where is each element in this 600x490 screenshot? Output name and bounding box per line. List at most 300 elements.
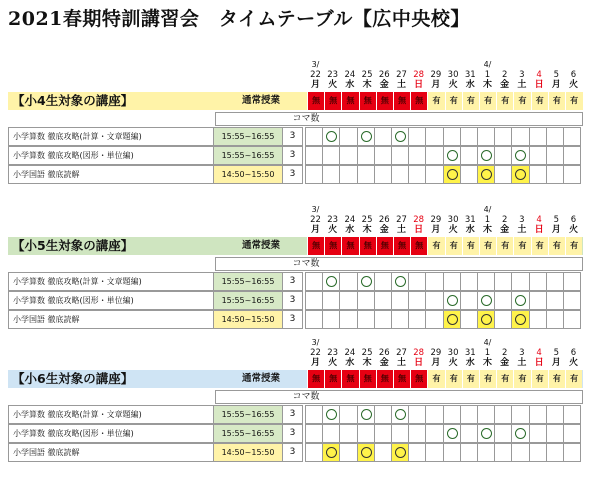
date-column-header <box>548 205 565 235</box>
date-column-header <box>479 60 496 90</box>
regular-class-status-cell: 無 <box>341 237 358 255</box>
schedule-cell <box>357 291 375 310</box>
date-column-header <box>479 338 496 368</box>
date-month <box>376 205 393 215</box>
date-column-header <box>393 338 410 368</box>
date-day: 5 <box>553 70 559 80</box>
date-month <box>462 205 479 215</box>
session-mark-icon <box>395 447 406 458</box>
regular-class-status-cell: 有 <box>531 370 548 388</box>
schedule-cell <box>339 127 357 146</box>
schedule-cell <box>511 127 529 146</box>
schedule-cell <box>494 443 512 462</box>
date-column-header <box>324 338 341 368</box>
date-month <box>359 60 376 70</box>
date-column-header <box>376 338 393 368</box>
schedule-cell <box>391 127 409 146</box>
schedule-cell <box>357 272 375 291</box>
regular-class-status-cell: 有 <box>462 370 479 388</box>
schedule-cell <box>529 291 547 310</box>
session-mark-icon <box>447 150 458 161</box>
date-day: 2 <box>501 348 508 358</box>
date-day: 1 <box>484 215 491 225</box>
date-month <box>324 60 341 70</box>
date-weekday: 金 <box>379 358 389 368</box>
schedule-cell <box>460 424 478 443</box>
course-row <box>0 291 575 310</box>
regular-class-status-cell: 無 <box>410 237 427 255</box>
date-month <box>565 60 582 70</box>
schedule-cell <box>305 310 323 329</box>
normal-class-label: 通常授業 <box>241 95 280 106</box>
date-column-header <box>393 60 410 90</box>
session-mark-icon <box>481 428 492 439</box>
session-mark-icon <box>326 409 337 420</box>
schedule-cell <box>374 443 392 462</box>
schedule-cell <box>391 291 409 310</box>
schedule-cell <box>425 127 443 146</box>
schedule-cell <box>305 127 323 146</box>
schedule-cell <box>408 405 426 424</box>
date-day: 5 <box>553 348 559 358</box>
section-band <box>8 370 583 388</box>
schedule-cell <box>408 424 426 443</box>
regular-class-status-cell: 無 <box>307 370 324 388</box>
course-time: 15:55~16:55 <box>213 291 283 310</box>
schedule-cell <box>305 272 323 291</box>
session-mark-icon <box>481 169 492 180</box>
schedule-cell <box>546 310 564 329</box>
date-column-header <box>445 60 462 90</box>
date-weekday: 火 <box>568 358 578 368</box>
session-mark-icon <box>447 428 458 439</box>
date-month <box>359 338 376 348</box>
schedule-cell <box>305 405 323 424</box>
date-day: 29 <box>430 70 442 80</box>
date-day: 30 <box>447 70 459 80</box>
regular-class-status-cell: 有 <box>427 92 444 110</box>
session-mark-icon <box>447 295 458 306</box>
section-title: 【小6生対象の講座】 <box>12 371 134 386</box>
course-time: 15:55~16:55 <box>213 146 283 165</box>
schedule-cell <box>391 146 409 165</box>
schedule-cell <box>563 443 581 462</box>
date-weekday: 木 <box>482 80 492 90</box>
schedule-cell <box>374 127 392 146</box>
date-weekday: 火 <box>568 225 578 235</box>
date-column-header <box>341 205 358 235</box>
date-day: 23 <box>327 348 339 358</box>
regular-class-status-cell: 有 <box>479 370 496 388</box>
schedule-cell <box>374 165 392 184</box>
date-month <box>341 205 358 215</box>
session-mark-icon <box>515 169 526 180</box>
schedule-cell <box>425 272 443 291</box>
date-month <box>445 60 462 70</box>
date-weekday: 土 <box>517 358 527 368</box>
date-month <box>496 338 513 348</box>
date-month <box>410 205 427 215</box>
course-session-count: 3 <box>282 165 303 184</box>
date-day: 28 <box>413 348 425 358</box>
date-column-header <box>462 205 479 235</box>
date-day: 23 <box>327 70 339 80</box>
regular-class-status-cell: 有 <box>479 237 496 255</box>
session-count-header <box>215 390 583 404</box>
schedule-cell <box>494 405 512 424</box>
regular-class-status-cell: 有 <box>548 237 565 255</box>
course-name: 小学算数 徹底攻略(計算・文章題編) <box>8 272 214 291</box>
date-month: 4/ <box>483 205 492 214</box>
regular-class-status-cell: 無 <box>359 237 376 255</box>
schedule-cell <box>305 424 323 443</box>
session-mark-icon <box>395 131 406 142</box>
schedule-cell <box>546 165 564 184</box>
date-month <box>427 205 444 215</box>
schedule-cell <box>339 424 357 443</box>
regular-class-status-cell: 有 <box>462 92 479 110</box>
course-name: 小学算数 徹底攻略(計算・文章題編) <box>8 405 214 424</box>
date-column-header <box>307 60 324 90</box>
schedule-cell <box>391 405 409 424</box>
date-day: 1 <box>484 70 491 80</box>
date-month: 3/ <box>311 60 320 69</box>
schedule-cell <box>511 272 529 291</box>
schedule-cell <box>477 272 495 291</box>
course-row <box>0 165 575 184</box>
schedule-cell <box>357 405 375 424</box>
schedule-cell <box>511 443 529 462</box>
schedule-cell <box>477 127 495 146</box>
course-name: 小学算数 徹底攻略(図形・単位編) <box>8 424 214 443</box>
section-band <box>8 92 583 110</box>
date-month: 4/ <box>483 60 492 69</box>
date-month <box>410 60 427 70</box>
date-weekday: 金 <box>500 358 510 368</box>
schedule-cell <box>443 310 461 329</box>
course-time: 14:50~15:50 <box>213 443 283 462</box>
date-weekday: 木 <box>362 225 372 235</box>
schedule-cell <box>357 146 375 165</box>
schedule-cell <box>563 127 581 146</box>
schedule-cell <box>494 310 512 329</box>
date-weekday: 火 <box>328 358 338 368</box>
course-row <box>0 424 575 443</box>
schedule-cell <box>563 291 581 310</box>
timetable-section <box>0 60 600 208</box>
date-column-header <box>445 205 462 235</box>
schedule-cell <box>460 310 478 329</box>
page-title: 2021春期特訓講習会 タイムテーブル【広中央校】 <box>8 8 470 30</box>
schedule-cell <box>374 272 392 291</box>
schedule-cell <box>529 127 547 146</box>
date-month <box>462 338 479 348</box>
date-day: 31 <box>464 215 476 225</box>
date-weekday: 月 <box>310 225 320 235</box>
date-weekday: 日 <box>534 225 544 235</box>
schedule-cell <box>322 443 340 462</box>
date-column-header <box>462 60 479 90</box>
section-title: 【小4生対象の講座】 <box>12 93 134 108</box>
date-weekday: 日 <box>414 80 424 90</box>
date-day: 27 <box>396 215 407 225</box>
date-month <box>531 60 548 70</box>
schedule-cell <box>357 310 375 329</box>
schedule-cell <box>494 272 512 291</box>
date-day: 1 <box>484 348 491 358</box>
date-day: 22 <box>310 215 321 225</box>
course-time: 15:55~16:55 <box>213 424 283 443</box>
schedule-cell <box>322 424 340 443</box>
course-session-count: 3 <box>282 146 303 165</box>
schedule-cell <box>460 272 478 291</box>
schedule-cell <box>391 424 409 443</box>
date-month <box>324 205 341 215</box>
schedule-cell <box>305 146 323 165</box>
date-month <box>341 338 358 348</box>
date-column-header <box>393 205 410 235</box>
date-column-header <box>462 338 479 368</box>
course-row <box>0 146 575 165</box>
normal-class-label: 通常授業 <box>241 240 280 251</box>
schedule-cell <box>339 405 357 424</box>
regular-class-status-cell: 有 <box>513 237 530 255</box>
date-month <box>427 60 444 70</box>
regular-class-status-cell: 有 <box>496 370 513 388</box>
date-column-header <box>565 60 582 90</box>
date-column-header <box>548 60 565 90</box>
date-column-header <box>513 338 530 368</box>
date-weekday: 金 <box>379 80 389 90</box>
schedule-cell <box>529 165 547 184</box>
schedule-cell <box>460 165 478 184</box>
date-day: 3 <box>519 215 525 225</box>
date-column-header <box>513 205 530 235</box>
schedule-cell <box>477 443 495 462</box>
course-name: 小学国語 徹底読解 <box>8 165 214 184</box>
date-day: 4 <box>536 70 542 80</box>
date-month <box>548 60 565 70</box>
course-session-count: 3 <box>282 310 303 329</box>
date-day: 24 <box>344 70 356 80</box>
schedule-cell <box>443 127 461 146</box>
schedule-cell <box>511 405 529 424</box>
schedule-cell <box>460 146 478 165</box>
date-column-header <box>565 338 582 368</box>
date-month: 3/ <box>311 338 320 347</box>
date-column-header <box>410 338 427 368</box>
date-weekday: 水 <box>465 358 475 368</box>
date-day: 3 <box>519 348 525 358</box>
date-column-header <box>479 205 496 235</box>
regular-class-status-cell: 有 <box>427 370 444 388</box>
schedule-cell <box>425 310 443 329</box>
date-day: 25 <box>361 70 373 80</box>
date-weekday: 木 <box>362 80 372 90</box>
schedule-cell <box>322 165 340 184</box>
regular-class-status-cell: 有 <box>445 370 462 388</box>
date-month <box>445 338 462 348</box>
date-day: 28 <box>413 215 425 225</box>
schedule-cell <box>339 443 357 462</box>
date-weekday: 土 <box>517 80 527 90</box>
schedule-cell <box>339 165 357 184</box>
regular-class-status-cell: 無 <box>376 92 393 110</box>
date-day: 6 <box>570 70 577 80</box>
date-day: 4 <box>536 215 542 225</box>
date-column-header <box>427 60 444 90</box>
course-time: 15:55~16:55 <box>213 127 283 146</box>
date-month <box>548 338 565 348</box>
regular-class-status-cell: 有 <box>565 370 582 388</box>
course-time: 15:55~16:55 <box>213 405 283 424</box>
session-mark-icon <box>395 276 406 287</box>
schedule-cell <box>477 405 495 424</box>
schedule-cell <box>305 291 323 310</box>
schedule-cell <box>511 146 529 165</box>
date-day: 3 <box>519 70 525 80</box>
regular-class-status-cell: 無 <box>307 237 324 255</box>
schedule-cell <box>357 424 375 443</box>
regular-class-status-cell: 無 <box>324 92 341 110</box>
schedule-cell <box>477 165 495 184</box>
regular-class-status-cell: 有 <box>462 237 479 255</box>
schedule-cell <box>425 405 443 424</box>
date-day: 26 <box>378 348 390 358</box>
session-mark-icon <box>515 428 526 439</box>
regular-class-status-cell: 無 <box>393 370 410 388</box>
regular-class-status-cell: 有 <box>531 237 548 255</box>
course-name: 小学国語 徹底読解 <box>8 310 214 329</box>
schedule-cell <box>339 272 357 291</box>
date-column-header <box>341 338 358 368</box>
date-month <box>393 338 410 348</box>
date-month <box>513 60 530 70</box>
schedule-cell <box>477 310 495 329</box>
schedule-cell <box>546 146 564 165</box>
date-column-header <box>496 205 513 235</box>
date-column-header <box>427 338 444 368</box>
schedule-cell <box>425 146 443 165</box>
date-day: 6 <box>570 215 577 225</box>
session-mark-icon <box>395 409 406 420</box>
schedule-cell <box>443 165 461 184</box>
schedule-cell <box>443 291 461 310</box>
schedule-cell <box>563 424 581 443</box>
schedule-cell <box>305 443 323 462</box>
schedule-cell <box>408 146 426 165</box>
regular-class-status-cell: 有 <box>548 370 565 388</box>
session-mark-icon <box>361 131 372 142</box>
date-weekday: 月 <box>310 358 320 368</box>
session-count-label: コマ数 <box>292 259 320 269</box>
course-row <box>0 405 575 424</box>
schedule-cell <box>511 424 529 443</box>
date-day: 30 <box>447 215 459 225</box>
schedule-cell <box>511 291 529 310</box>
session-mark-icon <box>361 447 372 458</box>
date-column-header <box>531 60 548 90</box>
schedule-cell <box>494 127 512 146</box>
date-month <box>445 205 462 215</box>
date-column-header <box>359 205 376 235</box>
date-column-header <box>410 205 427 235</box>
schedule-cell <box>322 146 340 165</box>
schedule-cell <box>443 146 461 165</box>
session-mark-icon <box>447 169 458 180</box>
schedule-cell <box>305 165 323 184</box>
session-count-header <box>215 112 583 126</box>
date-month <box>496 205 513 215</box>
schedule-cell <box>529 146 547 165</box>
session-mark-icon <box>481 295 492 306</box>
schedule-cell <box>443 424 461 443</box>
date-month <box>513 205 530 215</box>
schedule-cell <box>339 291 357 310</box>
date-month <box>427 338 444 348</box>
date-column-header <box>376 60 393 90</box>
schedule-cell <box>391 443 409 462</box>
schedule-cell <box>408 127 426 146</box>
session-mark-icon <box>515 314 526 325</box>
date-month: 3/ <box>311 205 320 214</box>
date-month <box>565 338 582 348</box>
regular-class-status-cell: 有 <box>513 92 530 110</box>
date-day: 31 <box>464 348 476 358</box>
date-month <box>565 205 582 215</box>
schedule-cell <box>477 424 495 443</box>
date-month: 4/ <box>483 338 492 347</box>
date-weekday: 水 <box>345 358 355 368</box>
date-month <box>462 60 479 70</box>
date-column-header <box>565 205 582 235</box>
date-day: 22 <box>310 70 321 80</box>
schedule-cell <box>460 127 478 146</box>
schedule-cell <box>460 405 478 424</box>
schedule-cell <box>529 424 547 443</box>
course-row <box>0 127 575 146</box>
date-column-header <box>359 60 376 90</box>
date-day: 27 <box>396 348 407 358</box>
date-day: 25 <box>361 215 373 225</box>
regular-class-status-cell: 有 <box>445 237 462 255</box>
regular-class-status-cell: 有 <box>565 92 582 110</box>
session-mark-icon <box>481 314 492 325</box>
date-column-header <box>324 60 341 90</box>
course-session-count: 3 <box>282 291 303 310</box>
date-day: 29 <box>430 215 442 225</box>
normal-class-label: 通常授業 <box>241 373 280 384</box>
regular-class-status-cell: 無 <box>307 92 324 110</box>
date-day: 24 <box>344 215 356 225</box>
date-weekday: 月 <box>551 225 561 235</box>
schedule-cell <box>408 272 426 291</box>
schedule-cell <box>494 146 512 165</box>
course-session-count: 3 <box>282 272 303 291</box>
date-month <box>376 60 393 70</box>
date-weekday: 日 <box>534 80 544 90</box>
timetable-section <box>0 338 600 486</box>
date-column-header <box>410 60 427 90</box>
date-weekday: 木 <box>482 225 492 235</box>
date-day: 27 <box>396 70 407 80</box>
date-column-header <box>307 205 324 235</box>
schedule-cell <box>408 291 426 310</box>
date-weekday: 日 <box>414 358 424 368</box>
date-month <box>410 338 427 348</box>
date-weekday: 土 <box>517 225 527 235</box>
date-day: 23 <box>327 215 339 225</box>
